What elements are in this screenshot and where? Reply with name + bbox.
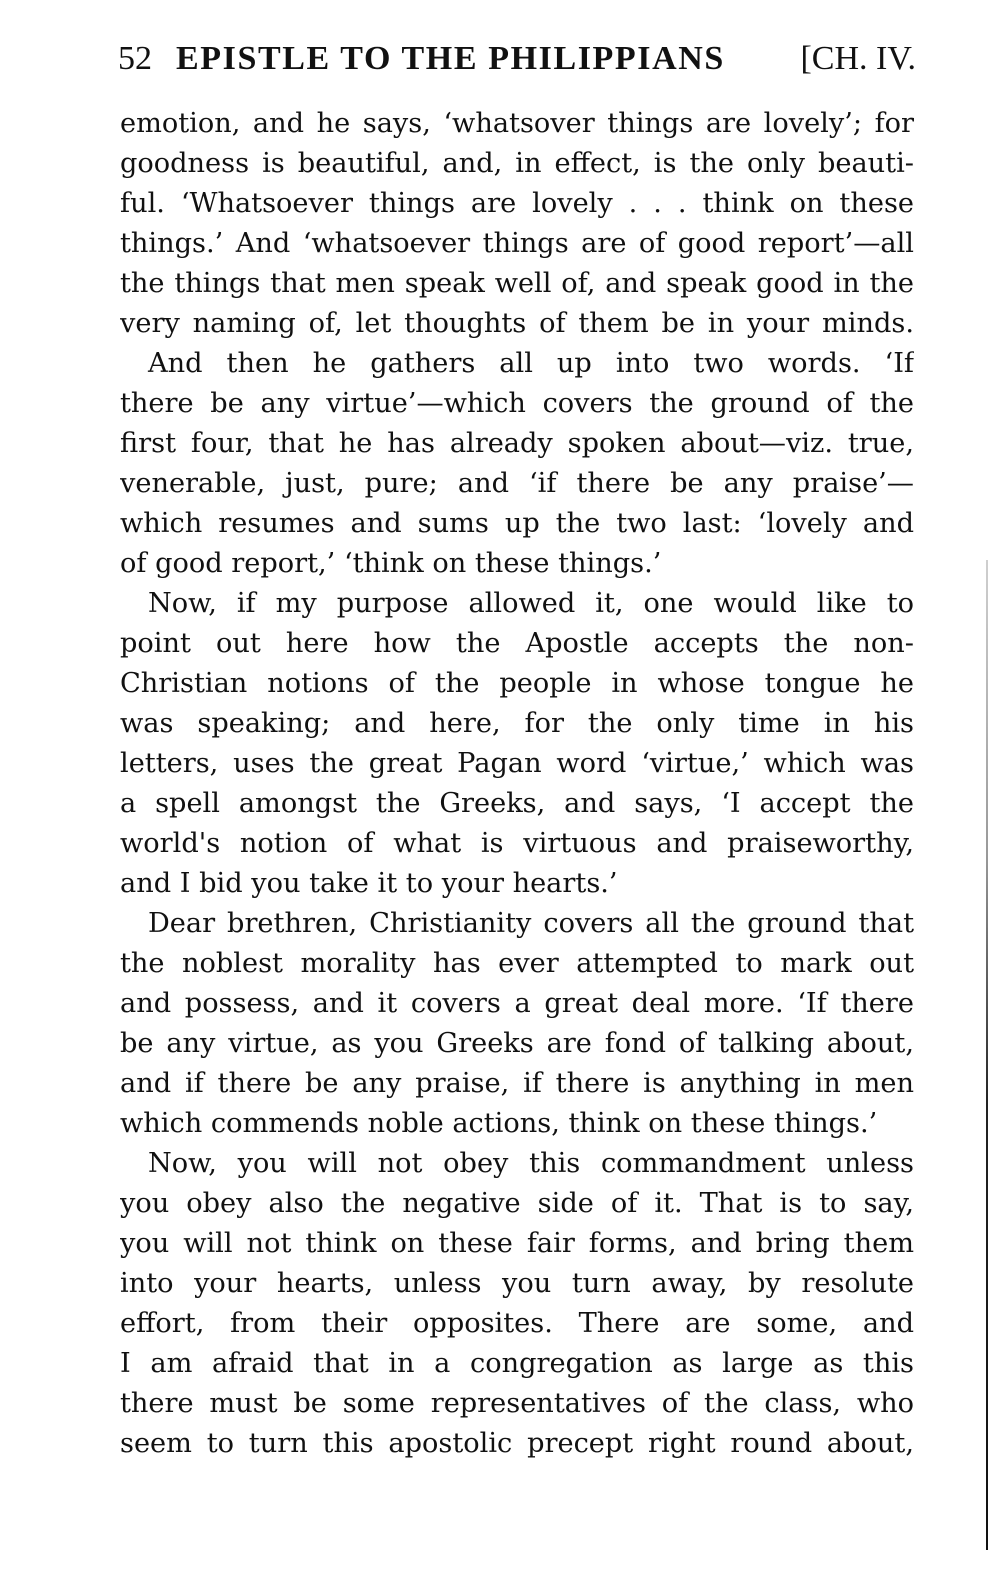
paragraph-first-line: Dear brethren, Christianity covers all the ground that <box>148 908 914 939</box>
text-line: things.’ And ‘whatsoever things are of good report’—all <box>120 228 914 259</box>
page-number: 52 <box>118 40 152 77</box>
text-line: and possess, and it covers a great deal more. ‘If there <box>120 988 914 1019</box>
text-line: which resumes and sums up the two last: ‘lovely and <box>120 508 914 539</box>
text-line: there must be some representatives of the class, who <box>120 1388 914 1419</box>
text-line: the things that men speak well of, and speak good in the <box>120 268 914 299</box>
text-line: a spell amongst the Greeks, and says, ‘I accept the <box>120 788 914 819</box>
paragraph-last-line: and I bid you take it to your hearts.’ <box>120 868 618 899</box>
paragraph-first-line: And then he gathers all up into two words. ‘If <box>148 348 914 379</box>
scan-edge-line <box>986 560 988 1550</box>
running-title: EPISTLE TO THE PHILIPPIANS <box>176 40 725 77</box>
text-line: the noblest morality has ever attempted to mark out <box>120 948 914 979</box>
text-line: emotion, and he says, ‘whatsover things are lovely’; for <box>120 108 914 139</box>
text-line: I am afraid that in a congregation as large as this <box>120 1348 914 1379</box>
text-line: first four, that he has already spoken about—viz. true, <box>120 428 914 459</box>
text-line: venerable, just, pure; and ‘if there be any praise’— <box>120 468 914 499</box>
paragraph-last-line: which commends noble actions, think on these things.’ <box>120 1108 878 1139</box>
body-text <box>120 104 914 1464</box>
text-line: was speaking; and here, for the only time in his <box>120 708 914 739</box>
text-line: Christian notions of the people in whose tongue he <box>120 668 914 699</box>
text-line: point out here how the Apostle accepts the non- <box>120 628 914 659</box>
text-line: seem to turn this apostolic precept right round about, <box>120 1428 914 1459</box>
text-line: into your hearts, unless you turn away, by resolute <box>120 1268 914 1299</box>
paragraph-first-line: Now, if my purpose allowed it, one would like to <box>148 588 914 619</box>
running-header <box>118 36 918 82</box>
text-line: be any virtue, as you Greeks are fond of talking about, <box>120 1028 914 1059</box>
text-line: letters, uses the great Pagan word ‘virtue,’ which was <box>120 748 914 779</box>
text-line: you obey also the negative side of it. That is to say, <box>120 1188 914 1219</box>
text-line: effort, from their opposites. There are some, and <box>120 1308 914 1339</box>
text-line: world's notion of what is virtuous and praiseworthy, <box>120 828 914 859</box>
paragraph-last-line: of good report,’ ‘think on these things.’ <box>120 548 662 579</box>
text-line: there be any virtue’—which covers the ground of the <box>120 388 914 419</box>
paragraph-first-line: Now, you will not obey this commandment unless <box>148 1148 914 1179</box>
text-line: ful. ‘Whatsoever things are lovely . . . think on these <box>120 188 914 219</box>
chapter-reference: [CH. IV. <box>800 40 916 77</box>
text-line: you will not think on these fair forms, and bring them <box>120 1228 914 1259</box>
text-line: very naming of, let thoughts of them be in your minds. <box>120 308 914 339</box>
text-line: goodness is beautiful, and, in effect, is the only beauti- <box>120 148 914 179</box>
text-line: and if there be any praise, if there is anything in men <box>120 1068 914 1099</box>
